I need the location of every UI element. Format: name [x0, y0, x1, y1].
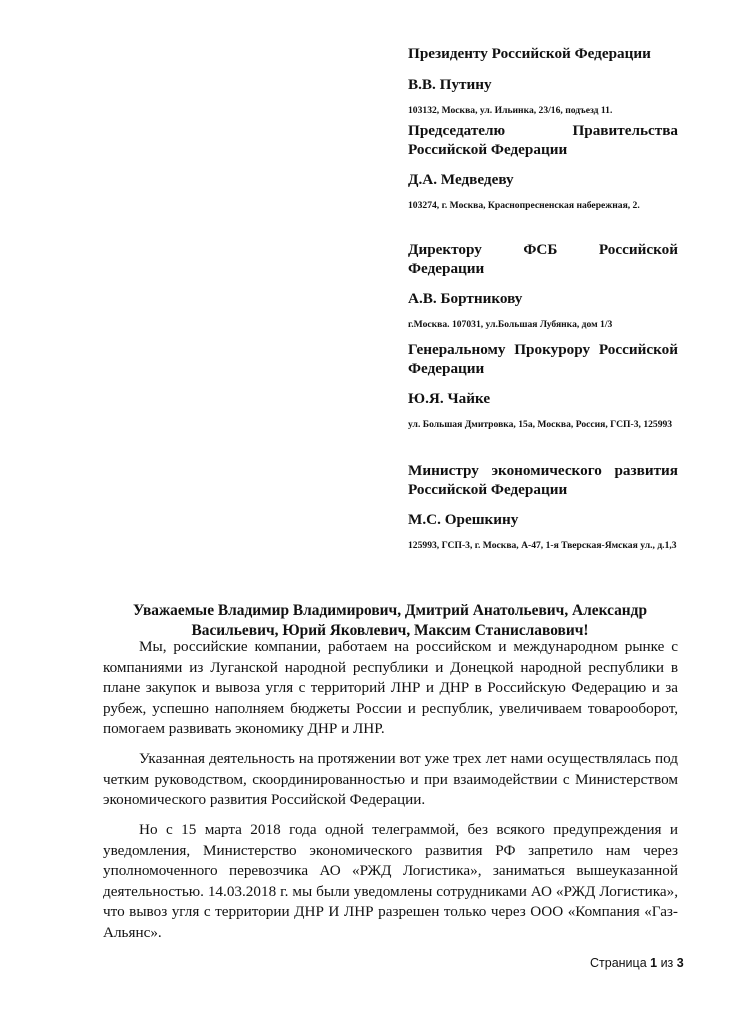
addressee-role: Министру экономического развития Российской Федерации — [408, 462, 678, 498]
salutation-line-2: Васильевич, Юрий Яковлевич, Максим Станиславович! — [191, 622, 589, 639]
addressee-address: 103274, г. Москва, Краснопресненская набережная, 2. — [408, 200, 640, 211]
addressee-address: 103132, Москва, ул. Ильинка, 23/16, подъезд 11. — [408, 105, 613, 116]
salutation-line-1: Уважаемые Владимир Владимирович, Дмитрий Анатольевич, Александр — [132, 602, 648, 619]
addressee-address: ул. Большая Дмитровка, 15а, Москва, Россия, ГСП-3, 125993 — [408, 419, 673, 430]
addressee-prime-minister — [408, 121, 678, 212]
addressee-role: Генеральному Прокурору Российской Федерации — [408, 341, 678, 377]
addressee-name: Ю.Я. Чайке — [408, 390, 491, 407]
page-label: Страница — [590, 956, 647, 970]
page-current: 1 — [650, 956, 658, 970]
addressee-name: В.В. Путину — [408, 76, 492, 93]
page-total: 3 — [676, 956, 684, 970]
addressee-name: Д.А. Медведеву — [408, 171, 514, 188]
addressee-role: Президенту Российской Федерации — [408, 45, 651, 62]
salutation — [100, 601, 680, 641]
addressee-address: г.Москва. 107031, ул.Большая Лубянка, дом 1/3 — [408, 319, 613, 330]
body-paragraph-2: Указанная деятельность на протяжении вот уже трех лет нами осуществлялась под четким руководством, скоординированностью и при взаимодействии с Министерством экономического развития Российской Федерации. — [103, 750, 678, 808]
addressee-president — [408, 44, 678, 117]
addressee-name: А.В. Бортникову — [408, 290, 523, 307]
body-paragraph-3: Но с 15 марта 2018 года одной телеграммой, без всякого предупреждения и уведомления, Министерство экономического развития РФ запретило нам через уполномоченного перевозчика АО «РЖД Логистика», заниматься вышеуказанной деятельностью. 14.03.2018 г. мы были уведомлены сотрудниками АО «РЖД Логистика», что вывоз угля с территории ДНР И ЛНР разрешен только через ООО «Компания «Газ-Альянс». — [103, 821, 678, 941]
addressee-role: Председателю Правительства Российской Федерации — [408, 122, 678, 158]
body-paragraph-1: Мы, российские компании, работаем на российском и международном рынке с компаниями из Луганской народной республики и Донецкой народной республики в плане закупок и вывоза угля с территорий ЛНР и ДНР в Российскую Федерацию и за рубеж, успешно наполняем бюджеты России и республик, увеличиваем товарооборот, помогаем развивать экономику ДНР и ЛНР. — [103, 638, 678, 737]
addressee-role: Директору ФСБ Российской Федерации — [408, 241, 678, 277]
addressee-economy-minister — [408, 461, 678, 552]
page-number-footer — [590, 956, 684, 970]
addressee-prosecutor-general — [408, 340, 678, 431]
addressee-address: 125993, ГСП-3, г. Москва, А-47, 1-я Тверская-Ямская ул., д.1,3 — [408, 540, 677, 551]
page-of: из — [660, 956, 674, 970]
addressee-fsb-director — [408, 240, 678, 331]
addressee-name: М.С. Орешкину — [408, 511, 519, 528]
